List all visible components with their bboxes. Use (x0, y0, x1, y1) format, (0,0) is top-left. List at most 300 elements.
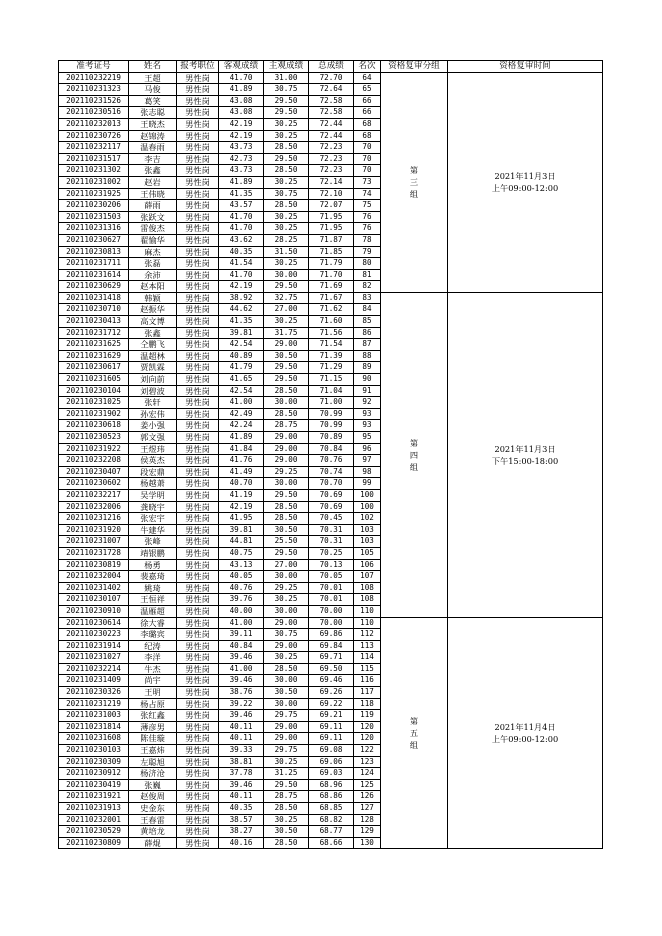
cell-name: 张跃文 (129, 211, 177, 223)
cell-total-score: 71.60 (309, 316, 354, 328)
cell-name: 仝鹏飞 (129, 339, 177, 351)
header-row (59, 61, 603, 73)
cell-exam-id: 202110231002 (59, 176, 129, 188)
cell-objective-score: 43.73 (219, 165, 264, 177)
header-objective-score: 客观成绩 (219, 61, 264, 73)
cell-position: 男性岗 (177, 153, 219, 165)
cell-rank: 89 (354, 362, 381, 374)
cell-subjective-score: 30.25 (264, 814, 309, 826)
cell-name: 余沛 (129, 269, 177, 281)
cell-total-score: 70.01 (309, 582, 354, 594)
header-total-score: 总成绩 (309, 61, 354, 73)
cell-total-score: 71.54 (309, 339, 354, 351)
cell-total-score: 69.22 (309, 698, 354, 710)
exam-score-table (58, 60, 603, 849)
cell-subjective-score: 29.00 (264, 640, 309, 652)
cell-objective-score: 41.70 (219, 72, 264, 84)
cell-rank: 93 (354, 408, 381, 420)
cell-objective-score: 41.79 (219, 362, 264, 374)
cell-rank: 76 (354, 211, 381, 223)
cell-position: 男性岗 (177, 698, 219, 710)
cell-exam-id: 202110231316 (59, 223, 129, 235)
table-row (59, 617, 603, 629)
cell-total-score: 72.44 (309, 130, 354, 142)
header-review-time: 资格复审时间 (448, 61, 603, 73)
cell-total-score: 70.13 (309, 559, 354, 571)
cell-objective-score: 42.24 (219, 420, 264, 432)
cell-exam-id: 202110230104 (59, 385, 129, 397)
cell-rank: 99 (354, 478, 381, 490)
cell-total-score: 70.76 (309, 455, 354, 467)
cell-rank: 100 (354, 501, 381, 513)
cell-subjective-score: 29.00 (264, 455, 309, 467)
cell-objective-score: 40.11 (219, 721, 264, 733)
cell-exam-id: 202110231302 (59, 165, 129, 177)
cell-subjective-score: 29.50 (264, 779, 309, 791)
cell-exam-id: 202110231219 (59, 698, 129, 710)
cell-subjective-score: 30.00 (264, 698, 309, 710)
cell-position: 男性岗 (177, 629, 219, 641)
cell-position: 男性岗 (177, 130, 219, 142)
cell-rank: 125 (354, 779, 381, 791)
cell-subjective-score: 30.00 (264, 269, 309, 281)
cell-subjective-score: 28.50 (264, 501, 309, 513)
cell-total-score: 72.23 (309, 165, 354, 177)
cell-name: 张轩 (129, 397, 177, 409)
cell-position: 男性岗 (177, 443, 219, 455)
cell-rank: 102 (354, 513, 381, 525)
cell-name: 张宏宇 (129, 513, 177, 525)
cell-total-score: 71.62 (309, 304, 354, 316)
review-group-char: 组 (409, 739, 419, 750)
cell-position: 男性岗 (177, 350, 219, 362)
cell-exam-id: 202110231914 (59, 640, 129, 652)
cell-total-score: 72.58 (309, 95, 354, 107)
cell-name: 马俊 (129, 84, 177, 96)
cell-name: 陈佳璇 (129, 733, 177, 745)
cell-subjective-score: 29.75 (264, 745, 309, 757)
cell-objective-score: 43.62 (219, 234, 264, 246)
cell-exam-id: 202110231007 (59, 536, 129, 548)
cell-objective-score: 41.95 (219, 513, 264, 525)
cell-rank: 130 (354, 837, 381, 849)
cell-name: 侯英杰 (129, 455, 177, 467)
cell-objective-score: 38.92 (219, 292, 264, 304)
cell-rank: 116 (354, 675, 381, 687)
cell-objective-score: 42.73 (219, 153, 264, 165)
cell-name: 裴嘉琦 (129, 571, 177, 583)
cell-rank: 122 (354, 745, 381, 757)
cell-subjective-score: 29.00 (264, 617, 309, 629)
cell-name: 杨济沧 (129, 768, 177, 780)
cell-subjective-score: 30.00 (264, 571, 309, 583)
cell-total-score: 70.70 (309, 478, 354, 490)
cell-position: 男性岗 (177, 408, 219, 420)
cell-objective-score: 41.70 (219, 269, 264, 281)
cell-total-score: 72.23 (309, 153, 354, 165)
cell-subjective-score: 31.50 (264, 246, 309, 258)
cell-objective-score: 39.46 (219, 652, 264, 664)
cell-total-score: 69.06 (309, 756, 354, 768)
header-subjective-score: 主观成绩 (264, 61, 309, 73)
cell-exam-id: 202110230419 (59, 779, 129, 791)
cell-name: 王春雷 (129, 814, 177, 826)
cell-name: 张鑫 (129, 327, 177, 339)
cell-objective-score: 40.76 (219, 582, 264, 594)
cell-objective-score: 39.46 (219, 675, 264, 687)
cell-name: 王伟晓 (129, 188, 177, 200)
cell-total-score: 72.64 (309, 84, 354, 96)
cell-position: 男性岗 (177, 721, 219, 733)
cell-rank: 93 (354, 420, 381, 432)
cell-subjective-score: 30.25 (264, 756, 309, 768)
cell-position: 男性岗 (177, 281, 219, 293)
cell-name: 赵本阳 (129, 281, 177, 293)
cell-total-score: 72.14 (309, 176, 354, 188)
review-group-char: 组 (409, 189, 419, 200)
cell-exam-id: 202110230107 (59, 594, 129, 606)
cell-exam-id: 202110230726 (59, 130, 129, 142)
cell-position: 男性岗 (177, 432, 219, 444)
cell-name: 左聪旭 (129, 756, 177, 768)
cell-exam-id: 202110232006 (59, 501, 129, 513)
cell-subjective-score: 30.00 (264, 478, 309, 490)
cell-objective-score: 39.33 (219, 745, 264, 757)
cell-subjective-score: 28.50 (264, 165, 309, 177)
cell-position: 男性岗 (177, 466, 219, 478)
cell-objective-score: 42.49 (219, 408, 264, 420)
cell-rank: 87 (354, 339, 381, 351)
cell-exam-id: 202110231216 (59, 513, 129, 525)
cell-total-score: 69.26 (309, 687, 354, 699)
table-body (59, 72, 603, 849)
cell-subjective-score: 30.25 (264, 223, 309, 235)
cell-subjective-score: 28.50 (264, 408, 309, 420)
cell-exam-id: 202110232208 (59, 455, 129, 467)
cell-subjective-score: 29.50 (264, 153, 309, 165)
cell-subjective-score: 27.00 (264, 559, 309, 571)
cell-exam-id: 202110232004 (59, 571, 129, 583)
cell-objective-score: 41.70 (219, 223, 264, 235)
cell-exam-id: 202110230309 (59, 756, 129, 768)
cell-position: 男性岗 (177, 385, 219, 397)
cell-total-score: 71.56 (309, 327, 354, 339)
cell-total-score: 71.70 (309, 269, 354, 281)
cell-rank: 64 (354, 72, 381, 84)
cell-name: 赵岩 (129, 176, 177, 188)
header-name: 姓名 (129, 61, 177, 73)
cell-position: 男性岗 (177, 559, 219, 571)
header-rank: 名次 (354, 61, 381, 73)
cell-rank: 79 (354, 246, 381, 258)
cell-total-score: 68.77 (309, 826, 354, 838)
cell-subjective-score: 28.50 (264, 513, 309, 525)
cell-rank: 120 (354, 733, 381, 745)
cell-name: 温雁超 (129, 605, 177, 617)
cell-name: 张红鑫 (129, 710, 177, 722)
cell-total-score: 69.08 (309, 745, 354, 757)
cell-total-score: 70.00 (309, 605, 354, 617)
cell-subjective-score: 30.75 (264, 629, 309, 641)
review-time-slot: 上午09:00-12:00 (491, 183, 559, 194)
cell-objective-score: 38.27 (219, 826, 264, 838)
cell-subjective-score: 29.75 (264, 710, 309, 722)
cell-position: 男性岗 (177, 513, 219, 525)
review-group-char: 组 (409, 461, 419, 472)
cell-objective-score: 39.22 (219, 698, 264, 710)
cell-subjective-score: 30.25 (264, 594, 309, 606)
cell-exam-id: 202110231925 (59, 188, 129, 200)
cell-exam-id: 202110232217 (59, 489, 129, 501)
review-group-char: 第 (409, 715, 419, 726)
cell-total-score: 70.74 (309, 466, 354, 478)
cell-name: 牛建华 (129, 524, 177, 536)
cell-position: 男性岗 (177, 617, 219, 629)
cell-rank: 65 (354, 84, 381, 96)
cell-objective-score: 41.49 (219, 466, 264, 478)
cell-objective-score: 39.46 (219, 710, 264, 722)
cell-rank: 98 (354, 466, 381, 478)
cell-exam-id: 202110231922 (59, 443, 129, 455)
cell-subjective-score: 31.75 (264, 327, 309, 339)
cell-exam-id: 202110231728 (59, 547, 129, 559)
cell-rank: 120 (354, 721, 381, 733)
table-row (59, 292, 603, 304)
cell-subjective-score: 25.50 (264, 536, 309, 548)
cell-total-score: 69.46 (309, 675, 354, 687)
cell-objective-score: 37.78 (219, 768, 264, 780)
cell-subjective-score: 30.25 (264, 211, 309, 223)
cell-position: 男性岗 (177, 733, 219, 745)
cell-subjective-score: 30.50 (264, 687, 309, 699)
cell-total-score: 71.87 (309, 234, 354, 246)
cell-name: 李洋 (129, 652, 177, 664)
cell-subjective-score: 29.00 (264, 443, 309, 455)
cell-objective-score: 41.89 (219, 432, 264, 444)
cell-exam-id: 202110230910 (59, 605, 129, 617)
cell-name: 高文博 (129, 316, 177, 328)
cell-total-score: 72.10 (309, 188, 354, 200)
review-time-slot: 上午09:00-12:00 (491, 733, 559, 744)
review-date: 2021年11月4日 (494, 721, 556, 732)
cell-rank: 114 (354, 652, 381, 664)
cell-position: 男性岗 (177, 223, 219, 235)
cell-exam-id: 202110231402 (59, 582, 129, 594)
cell-objective-score: 39.76 (219, 594, 264, 606)
cell-position: 男性岗 (177, 269, 219, 281)
cell-objective-score: 40.11 (219, 733, 264, 745)
cell-rank: 78 (354, 234, 381, 246)
cell-rank: 103 (354, 524, 381, 536)
cell-objective-score: 41.89 (219, 176, 264, 188)
cell-position: 男性岗 (177, 455, 219, 467)
header-review-group: 资格复审分组 (381, 61, 448, 73)
cell-position: 男性岗 (177, 652, 219, 664)
cell-objective-score: 41.00 (219, 397, 264, 409)
cell-total-score: 72.44 (309, 118, 354, 130)
cell-position: 男性岗 (177, 188, 219, 200)
cell-exam-id: 202110230523 (59, 432, 129, 444)
cell-total-score: 71.85 (309, 246, 354, 258)
cell-name: 刘向前 (129, 374, 177, 386)
cell-subjective-score: 29.25 (264, 466, 309, 478)
cell-subjective-score: 29.00 (264, 432, 309, 444)
cell-name: 史金东 (129, 803, 177, 815)
cell-total-score: 69.71 (309, 652, 354, 664)
cell-total-score: 71.79 (309, 258, 354, 270)
cell-objective-score: 40.05 (219, 571, 264, 583)
cell-subjective-score: 30.75 (264, 188, 309, 200)
cell-exam-id: 202110230710 (59, 304, 129, 316)
review-group-char: 第 (409, 165, 419, 176)
cell-rank: 66 (354, 107, 381, 119)
cell-subjective-score: 30.25 (264, 130, 309, 142)
cell-total-score: 72.23 (309, 142, 354, 154)
cell-name: 纪涛 (129, 640, 177, 652)
cell-name: 杨越萧 (129, 478, 177, 490)
cell-rank: 108 (354, 582, 381, 594)
cell-subjective-score: 30.00 (264, 675, 309, 687)
cell-name: 王恒祥 (129, 594, 177, 606)
cell-exam-id: 202110230407 (59, 466, 129, 478)
cell-position: 男性岗 (177, 582, 219, 594)
cell-objective-score: 40.70 (219, 478, 264, 490)
cell-subjective-score: 31.25 (264, 768, 309, 780)
cell-position: 男性岗 (177, 524, 219, 536)
cell-subjective-score: 29.50 (264, 489, 309, 501)
cell-total-score: 70.01 (309, 594, 354, 606)
cell-objective-score: 38.76 (219, 687, 264, 699)
cell-position: 男性岗 (177, 536, 219, 548)
cell-position: 男性岗 (177, 304, 219, 316)
cell-position: 男性岗 (177, 756, 219, 768)
cell-total-score: 71.67 (309, 292, 354, 304)
cell-rank: 81 (354, 269, 381, 281)
cell-objective-score: 41.70 (219, 211, 264, 223)
table-row (59, 72, 603, 84)
cell-position: 男性岗 (177, 837, 219, 849)
cell-exam-id: 202110231711 (59, 258, 129, 270)
cell-objective-score: 39.81 (219, 327, 264, 339)
cell-exam-id: 202110231418 (59, 292, 129, 304)
cell-position: 男性岗 (177, 803, 219, 815)
cell-name: 龚晓宇 (129, 501, 177, 513)
cell-name: 刘碧波 (129, 385, 177, 397)
cell-name: 张志聪 (129, 107, 177, 119)
cell-rank: 96 (354, 443, 381, 455)
cell-subjective-score: 28.75 (264, 420, 309, 432)
cell-rank: 113 (354, 640, 381, 652)
cell-total-score: 70.69 (309, 501, 354, 513)
cell-objective-score: 43.73 (219, 142, 264, 154)
cell-total-score: 72.70 (309, 72, 354, 84)
cell-exam-id: 202110230103 (59, 745, 129, 757)
cell-rank: 108 (354, 594, 381, 606)
cell-total-score: 70.31 (309, 536, 354, 548)
cell-rank: 106 (354, 559, 381, 571)
cell-subjective-score: 29.50 (264, 547, 309, 559)
cell-rank: 85 (354, 316, 381, 328)
cell-name: 薄彦男 (129, 721, 177, 733)
cell-total-score: 71.15 (309, 374, 354, 386)
cell-name: 赵锦涛 (129, 130, 177, 142)
cell-subjective-score: 30.50 (264, 524, 309, 536)
review-group-char: 五 (409, 727, 419, 738)
cell-position: 男性岗 (177, 339, 219, 351)
cell-position: 男性岗 (177, 142, 219, 154)
cell-rank: 117 (354, 687, 381, 699)
cell-objective-score: 42.19 (219, 118, 264, 130)
cell-subjective-score: 29.50 (264, 95, 309, 107)
cell-total-score: 68.82 (309, 814, 354, 826)
cell-name: 段宏鼎 (129, 466, 177, 478)
cell-rank: 123 (354, 756, 381, 768)
cell-rank: 110 (354, 617, 381, 629)
cell-objective-score: 42.19 (219, 130, 264, 142)
cell-rank: 90 (354, 374, 381, 386)
cell-total-score: 70.84 (309, 443, 354, 455)
cell-rank: 83 (354, 292, 381, 304)
cell-objective-score: 39.46 (219, 779, 264, 791)
review-group-char: 三 (409, 177, 419, 188)
cell-subjective-score: 30.50 (264, 350, 309, 362)
cell-total-score: 69.21 (309, 710, 354, 722)
cell-name: 尚宇 (129, 675, 177, 687)
cell-total-score: 70.99 (309, 420, 354, 432)
cell-name: 温春雨 (129, 142, 177, 154)
cell-objective-score: 40.35 (219, 246, 264, 258)
cell-name: 王明 (129, 687, 177, 699)
cell-rank: 110 (354, 605, 381, 617)
cell-total-score: 70.89 (309, 432, 354, 444)
cell-rank: 128 (354, 814, 381, 826)
cell-total-score: 71.29 (309, 362, 354, 374)
cell-exam-id: 202110232214 (59, 663, 129, 675)
cell-objective-score: 41.65 (219, 374, 264, 386)
cell-name: 张鑫 (129, 165, 177, 177)
cell-total-score: 70.25 (309, 547, 354, 559)
cell-name: 李璐宾 (129, 629, 177, 641)
review-group-cell (381, 72, 448, 292)
cell-objective-score: 41.76 (219, 455, 264, 467)
cell-exam-id: 202110232013 (59, 118, 129, 130)
cell-subjective-score: 30.75 (264, 84, 309, 96)
cell-name: 杨占原 (129, 698, 177, 710)
cell-exam-id: 202110230602 (59, 478, 129, 490)
cell-subjective-score: 30.25 (264, 118, 309, 130)
cell-position: 男性岗 (177, 710, 219, 722)
cell-position: 男性岗 (177, 118, 219, 130)
cell-total-score: 69.86 (309, 629, 354, 641)
cell-exam-id: 202110230516 (59, 107, 129, 119)
cell-position: 男性岗 (177, 605, 219, 617)
cell-exam-id: 202110231614 (59, 269, 129, 281)
cell-subjective-score: 29.50 (264, 362, 309, 374)
cell-position: 男性岗 (177, 362, 219, 374)
cell-position: 男性岗 (177, 327, 219, 339)
cell-total-score: 70.00 (309, 617, 354, 629)
cell-position: 男性岗 (177, 745, 219, 757)
cell-rank: 126 (354, 791, 381, 803)
cell-total-score: 69.11 (309, 721, 354, 733)
cell-objective-score: 40.11 (219, 791, 264, 803)
cell-rank: 68 (354, 130, 381, 142)
cell-objective-score: 41.84 (219, 443, 264, 455)
cell-position: 男性岗 (177, 374, 219, 386)
cell-position: 男性岗 (177, 501, 219, 513)
cell-name: 靖银鹏 (129, 547, 177, 559)
cell-name: 王晓杰 (129, 118, 177, 130)
